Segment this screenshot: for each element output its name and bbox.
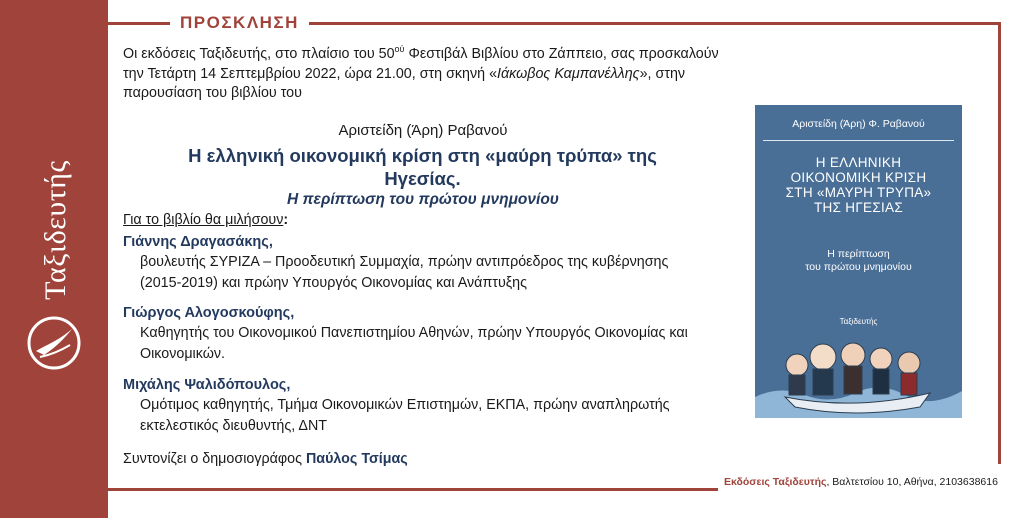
cover-title-line: ΤΗΣ ΗΓΕΣΙΑΣ: [813, 200, 904, 215]
cover-author: Αριστείδη (Άρη) Φ. Ραβανού: [792, 118, 925, 130]
moderator-line: [123, 450, 408, 469]
cover-title-line: Η ΕΛΛΗΝΙΚΗ: [815, 155, 902, 170]
intro-part3: », στην παρουσίαση του βιβλίου του: [123, 65, 686, 101]
moderator-prefix: Συντονίζει ο δημοσιογράφος: [123, 451, 306, 467]
speaker-name: Γιώργος Αλογοσκούφης: [123, 305, 291, 321]
speakers-intro: [123, 211, 288, 230]
book-subtitle: Η περίπτωση του πρώτου μνημονίου: [287, 191, 559, 208]
cover-divider: [763, 140, 954, 141]
cover-title-line: ΣΤΗ «ΜΑΥΡΗ ΤΡΥΠΑ»: [785, 185, 932, 200]
book-title: Η ελληνική οικονομική κρίση στη «μαύρη τρύπα» της Ηγεσίας.: [188, 145, 657, 189]
frame-right-line: [998, 22, 1001, 464]
cover-subtitle: [755, 248, 962, 274]
speaker-role: βουλευτής ΣΥΡΙΖΑ – Προοδευτική Συμμαχία, πρώην αντιπρόεδρος της κυβέρνησης (2015-2019) και πρώην Υπουργός Οικονομίας και Ανάπτυξης: [140, 254, 669, 291]
intro-part1: Οι εκδόσεις Ταξιδευτής, στο πλαίσιο του 50: [123, 46, 395, 62]
cover-subtitle-line: του πρώτου μνημονίου: [805, 261, 912, 273]
speaker-name-line: [123, 232, 713, 252]
speaker-role: Ομότιμος καθηγητής, Τμήμα Οικονομικών Επιστημών, ΕΚΠΑ, πρώην αναπληρωτής εκτελεστικός διευθυντής, ΔΝΤ: [140, 397, 670, 434]
cover-subtitle-line: Η περίπτωση: [827, 248, 890, 260]
publisher-footer: [724, 475, 998, 489]
speakers-intro-text: Για το βιβλίο θα μιλήσουν: [123, 212, 284, 228]
frame-bottom-line: [108, 488, 718, 491]
venue-name: Ιάκωβος Καμπανέλλης: [497, 65, 640, 82]
cover-title: [755, 155, 962, 215]
book-author: Αριστείδη (Άρη) Ραβανού: [338, 122, 508, 139]
speaker-item: [123, 303, 713, 365]
publisher-logo-icon: [26, 315, 82, 371]
speaker-name-line: [123, 375, 713, 395]
speaker-item: [123, 375, 713, 437]
speaker-name-line: [123, 303, 713, 323]
brand-sidebar: [0, 0, 108, 518]
speaker-role: Καθηγητής του Οικονομικού Πανεπιστημίου Αθηνών, πρώην Υπουργός Οικονομίας και Οικονομικών.: [140, 325, 688, 362]
intro-part2: Φεστιβάλ Βιβλίου στο Ζάππειο, σας προσκαλούν την Τετάρτη 14 Σεπτεμβρίου 2022, ώρα 21.00, στη σκηνή «: [123, 46, 719, 82]
speaker-item: [123, 232, 713, 294]
intro-paragraph: [123, 45, 723, 104]
cover-publisher: Ταξιδευτής: [839, 317, 878, 326]
speaker-name-suffix: ,: [268, 234, 273, 250]
speaker-name-suffix: ,: [290, 305, 295, 321]
speaker-name: Μιχάλης Ψαλιδόπουλος: [123, 377, 287, 393]
cover-caricature-illustration: [755, 327, 962, 418]
book-cover-image: [755, 105, 962, 418]
footer-address: , Βαλτετσίου 10, Αθήνα, 2103638616: [826, 476, 998, 488]
brand-name: [34, 150, 78, 310]
moderator-name: Παύλος Τσίμας: [305, 451, 408, 467]
brand-name-text: Ταξιδευτής: [39, 160, 72, 300]
invitation-heading: ΠΡΟΣΚΛΗΣΗ: [170, 12, 309, 34]
speakers-intro-colon: :: [283, 212, 289, 228]
intro-ordinal: ού: [394, 44, 405, 55]
cover-title-line: ΟΙΚΟΝΟΜΙΚΗ ΚΡΙΣΗ: [790, 170, 927, 185]
speaker-name: Γιάννης Δραγασάκης: [123, 234, 269, 250]
speaker-name-suffix: ,: [286, 377, 291, 393]
footer-publisher: Εκδόσεις Ταξιδευτής: [724, 476, 827, 488]
